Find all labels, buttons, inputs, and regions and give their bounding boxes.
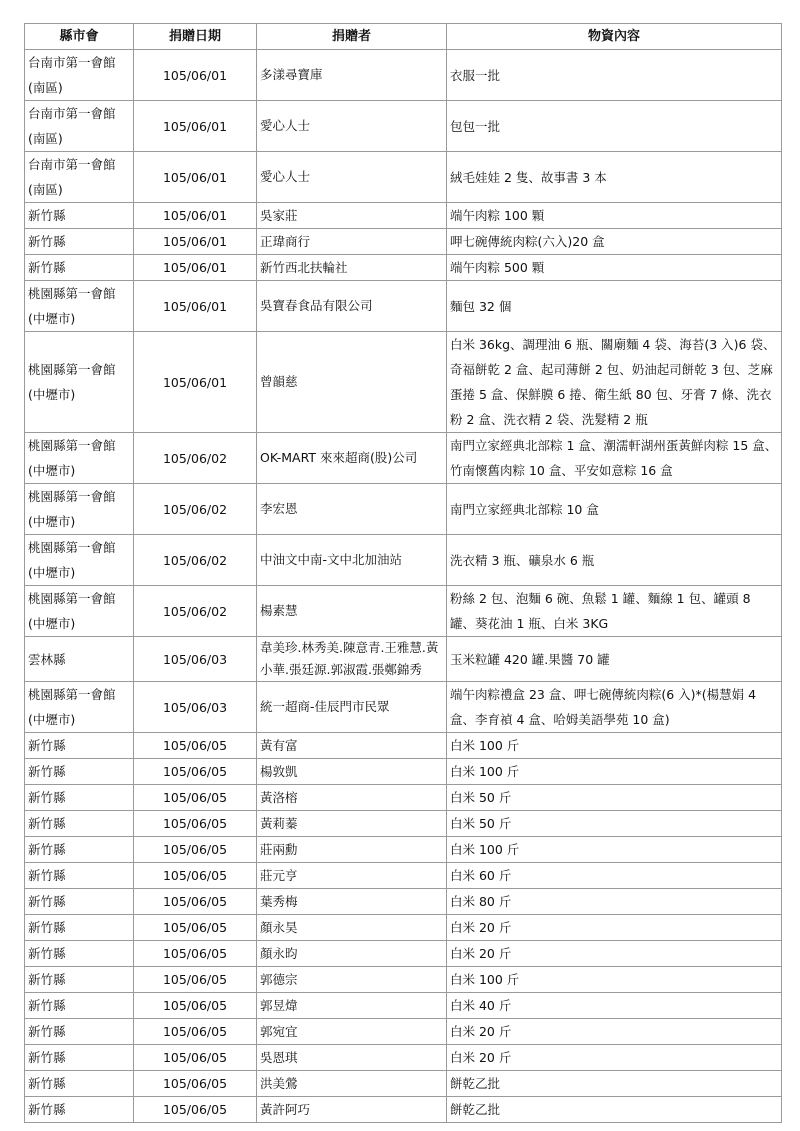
items-cell: 端午肉粽禮盒 23 盒、呷七碗傳統肉粽(6 入)*(楊慧娟 4 盒、李育禎 4 盒、哈姆美語學苑 10 盒) — [447, 682, 782, 733]
county-cell: 桃園縣第一會館 (中壢市) — [25, 281, 134, 332]
date-cell: 105/06/05 — [134, 967, 257, 993]
county-cell: 新竹縣 — [25, 837, 134, 863]
donor-cell: 葉秀梅 — [257, 889, 447, 915]
county-cell: 台南市第一會館 (南區) — [25, 50, 134, 101]
date-cell: 105/06/01 — [134, 101, 257, 152]
table-row — [25, 229, 782, 255]
table-row — [25, 152, 782, 203]
items-cell: 粉絲 2 包、泡麵 6 碗、魚鬆 1 罐、麵線 1 包、罐頭 8 罐、葵花油 1 瓶、白米 3KG — [447, 586, 782, 637]
date-cell: 105/06/01 — [134, 281, 257, 332]
items-cell: 白米 36kg、調理油 6 瓶、關廟麵 4 袋、海苔(3 入)6 袋、奇福餅乾 2 盒、起司薄餅 2 包、奶油起司餅乾 3 包、芝麻蛋捲 5 盒、保鮮膜 6 捲、衛生紙 80 包、牙膏 7 條、洗衣粉 2 盒、洗衣精 2 袋、洗髮精 2 瓶 — [447, 332, 782, 433]
table-row — [25, 759, 782, 785]
table-row — [25, 863, 782, 889]
date-cell: 105/06/05 — [134, 993, 257, 1019]
table-row — [25, 101, 782, 152]
county-cell: 新竹縣 — [25, 1019, 134, 1045]
items-cell: 玉米粒罐 420 罐.果醬 70 罐 — [447, 637, 782, 682]
table-row — [25, 433, 782, 484]
header-items: 物資內容 — [447, 24, 782, 50]
county-cell: 新竹縣 — [25, 889, 134, 915]
items-cell: 絨毛娃娃 2 隻、故事書 3 本 — [447, 152, 782, 203]
table-row — [25, 915, 782, 941]
donor-cell: 郭宛宜 — [257, 1019, 447, 1045]
donor-cell: 正瑋商行 — [257, 229, 447, 255]
donor-cell: 楊敦凱 — [257, 759, 447, 785]
county-cell: 新竹縣 — [25, 915, 134, 941]
header-donor: 捐贈者 — [257, 24, 447, 50]
date-cell: 105/06/01 — [134, 229, 257, 255]
table-row — [25, 889, 782, 915]
items-cell: 白米 20 斤 — [447, 1019, 782, 1045]
county-cell: 新竹縣 — [25, 203, 134, 229]
items-cell: 白米 100 斤 — [447, 967, 782, 993]
county-cell: 雲林縣 — [25, 637, 134, 682]
items-cell: 白米 80 斤 — [447, 889, 782, 915]
donor-cell: 郭昱煒 — [257, 993, 447, 1019]
date-cell: 105/06/05 — [134, 837, 257, 863]
table-row — [25, 332, 782, 433]
table-row — [25, 785, 782, 811]
header-date: 捐贈日期 — [134, 24, 257, 50]
date-cell: 105/06/01 — [134, 203, 257, 229]
county-cell: 新竹縣 — [25, 255, 134, 281]
donor-cell: 統一超商-佳辰門市民眾 — [257, 682, 447, 733]
table-row — [25, 941, 782, 967]
items-cell: 白米 20 斤 — [447, 915, 782, 941]
donor-cell: 中油文中南-文中北加油站 — [257, 535, 447, 586]
items-cell: 白米 60 斤 — [447, 863, 782, 889]
items-cell: 端午肉粽 100 顆 — [447, 203, 782, 229]
table-row — [25, 1045, 782, 1071]
date-cell: 105/06/05 — [134, 811, 257, 837]
donor-cell: 楊素慧 — [257, 586, 447, 637]
table-row — [25, 203, 782, 229]
donor-cell: 愛心人士 — [257, 101, 447, 152]
donor-cell: 黃莉蓁 — [257, 811, 447, 837]
table-row — [25, 535, 782, 586]
donor-cell: 愛心人士 — [257, 152, 447, 203]
items-cell: 白米 20 斤 — [447, 941, 782, 967]
table-row — [25, 1071, 782, 1097]
date-cell: 105/06/05 — [134, 1019, 257, 1045]
date-cell: 105/06/05 — [134, 1097, 257, 1123]
county-cell: 台南市第一會館 (南區) — [25, 101, 134, 152]
date-cell: 105/06/05 — [134, 759, 257, 785]
county-cell: 桃園縣第一會館 (中壢市) — [25, 535, 134, 586]
table-row — [25, 50, 782, 101]
items-cell: 包包一批 — [447, 101, 782, 152]
table-row — [25, 811, 782, 837]
county-cell: 新竹縣 — [25, 733, 134, 759]
table-row — [25, 837, 782, 863]
date-cell: 105/06/03 — [134, 682, 257, 733]
table-body — [25, 50, 782, 1123]
donor-cell: 莊兩勳 — [257, 837, 447, 863]
date-cell: 105/06/01 — [134, 50, 257, 101]
county-cell: 桃園縣第一會館 (中壢市) — [25, 586, 134, 637]
date-cell: 105/06/05 — [134, 1071, 257, 1097]
date-cell: 105/06/03 — [134, 637, 257, 682]
donor-cell: 韋美珍.林秀美.陳意青.王雅慧.黃小華.張廷源.郭淑霞.張鄭錦秀 — [257, 637, 447, 682]
table-row — [25, 586, 782, 637]
donor-cell: 黃有富 — [257, 733, 447, 759]
donor-cell: 吳家莊 — [257, 203, 447, 229]
county-cell: 新竹縣 — [25, 811, 134, 837]
items-cell: 白米 40 斤 — [447, 993, 782, 1019]
donor-cell: 新竹西北扶輪社 — [257, 255, 447, 281]
items-cell: 白米 50 斤 — [447, 785, 782, 811]
date-cell: 105/06/01 — [134, 332, 257, 433]
table-row — [25, 281, 782, 332]
donor-cell: 李宏恩 — [257, 484, 447, 535]
table-row — [25, 1097, 782, 1123]
items-cell: 白米 20 斤 — [447, 1045, 782, 1071]
items-cell: 餅乾乙批 — [447, 1097, 782, 1123]
county-cell: 桃園縣第一會館 (中壢市) — [25, 484, 134, 535]
items-cell: 端午肉粽 500 顆 — [447, 255, 782, 281]
table-row — [25, 993, 782, 1019]
table-row — [25, 637, 782, 682]
county-cell: 新竹縣 — [25, 967, 134, 993]
date-cell: 105/06/02 — [134, 433, 257, 484]
donor-cell: 顏永昊 — [257, 915, 447, 941]
donor-cell: 黃洛榕 — [257, 785, 447, 811]
table-row — [25, 733, 782, 759]
date-cell: 105/06/01 — [134, 255, 257, 281]
table-header — [25, 24, 782, 50]
donor-cell: 黃許阿巧 — [257, 1097, 447, 1123]
items-cell: 白米 50 斤 — [447, 811, 782, 837]
county-cell: 新竹縣 — [25, 229, 134, 255]
date-cell: 105/06/01 — [134, 152, 257, 203]
donor-cell: 吳恩琪 — [257, 1045, 447, 1071]
table-row — [25, 255, 782, 281]
table-row — [25, 682, 782, 733]
donor-cell: OK-MART 來來超商(股)公司 — [257, 433, 447, 484]
donor-cell: 多漾尋寶庫 — [257, 50, 447, 101]
date-cell: 105/06/02 — [134, 484, 257, 535]
items-cell: 麵包 32 個 — [447, 281, 782, 332]
donor-cell: 莊元亨 — [257, 863, 447, 889]
date-cell: 105/06/05 — [134, 915, 257, 941]
table-row — [25, 1019, 782, 1045]
county-cell: 新竹縣 — [25, 863, 134, 889]
donor-cell: 郭德宗 — [257, 967, 447, 993]
date-cell: 105/06/05 — [134, 863, 257, 889]
items-cell: 南門立家經典北部粽 10 盒 — [447, 484, 782, 535]
county-cell: 新竹縣 — [25, 1045, 134, 1071]
date-cell: 105/06/05 — [134, 941, 257, 967]
county-cell: 新竹縣 — [25, 1097, 134, 1123]
donor-cell: 吳寶春食品有限公司 — [257, 281, 447, 332]
donation-table — [24, 23, 782, 1123]
items-cell: 白米 100 斤 — [447, 837, 782, 863]
items-cell: 衣服一批 — [447, 50, 782, 101]
date-cell: 105/06/05 — [134, 889, 257, 915]
items-cell: 呷七碗傳統肉粽(六入)20 盒 — [447, 229, 782, 255]
date-cell: 105/06/05 — [134, 785, 257, 811]
table-row — [25, 967, 782, 993]
county-cell: 桃園縣第一會館 (中壢市) — [25, 332, 134, 433]
date-cell: 105/06/02 — [134, 535, 257, 586]
items-cell: 白米 100 斤 — [447, 733, 782, 759]
county-cell: 桃園縣第一會館 (中壢市) — [25, 433, 134, 484]
date-cell: 105/06/05 — [134, 733, 257, 759]
donor-cell: 曾韻慈 — [257, 332, 447, 433]
header-row — [25, 24, 782, 50]
county-cell: 台南市第一會館 (南區) — [25, 152, 134, 203]
county-cell: 桃園縣第一會館 (中壢市) — [25, 682, 134, 733]
table-row — [25, 484, 782, 535]
items-cell: 南門立家經典北部粽 1 盒、潮濡軒湖州蛋黃鮮肉粽 15 盒、竹南懷舊肉粽 10 盒、平安如意粽 16 盒 — [447, 433, 782, 484]
items-cell: 洗衣精 3 瓶、礦泉水 6 瓶 — [447, 535, 782, 586]
county-cell: 新竹縣 — [25, 941, 134, 967]
header-county: 縣市會 — [25, 24, 134, 50]
county-cell: 新竹縣 — [25, 993, 134, 1019]
donor-cell: 顏永昀 — [257, 941, 447, 967]
county-cell: 新竹縣 — [25, 785, 134, 811]
donor-cell: 洪美鶯 — [257, 1071, 447, 1097]
date-cell: 105/06/05 — [134, 1045, 257, 1071]
date-cell: 105/06/02 — [134, 586, 257, 637]
items-cell: 白米 100 斤 — [447, 759, 782, 785]
items-cell: 餅乾乙批 — [447, 1071, 782, 1097]
county-cell: 新竹縣 — [25, 759, 134, 785]
county-cell: 新竹縣 — [25, 1071, 134, 1097]
